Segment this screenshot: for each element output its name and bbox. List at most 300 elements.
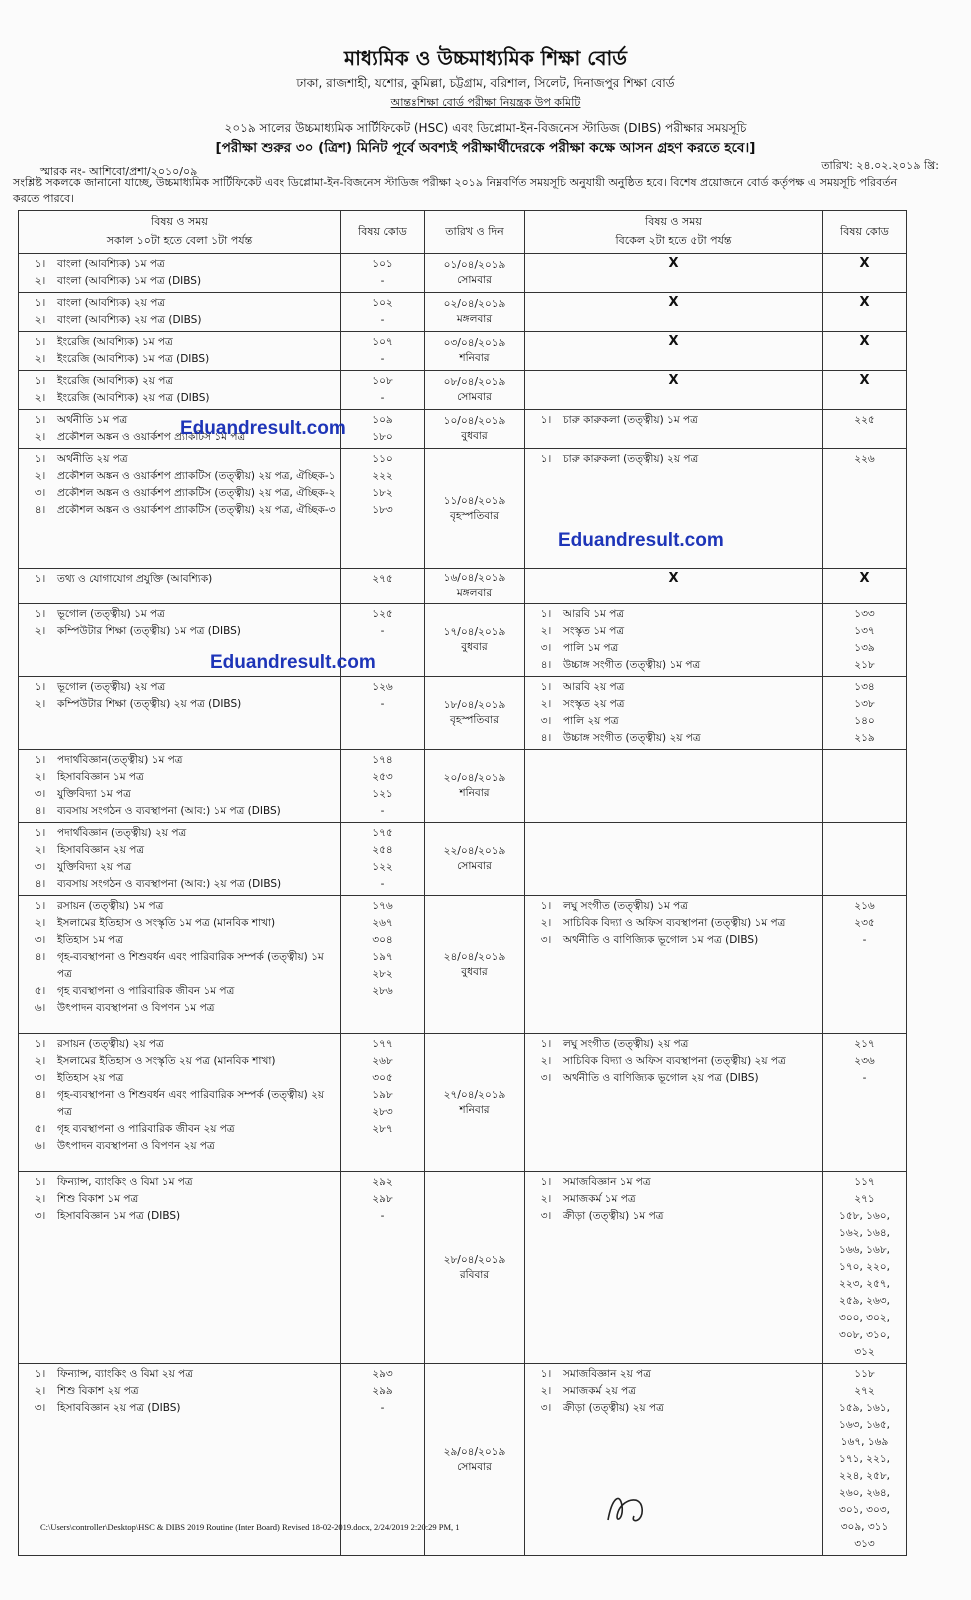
morning-subjects [19, 1034, 341, 1172]
table-row [19, 823, 907, 896]
morning-codes [341, 254, 425, 293]
exam-date [425, 410, 525, 449]
subject-item [529, 657, 818, 674]
subject-code: ২৬০, ২৬৪, [839, 1487, 890, 1499]
subject-code: ১৫৯, ১৬১, [839, 1402, 890, 1414]
serial-number: ৪। [34, 1089, 46, 1101]
subject-code: ১৮২ [372, 487, 393, 499]
serial-number: ১। [34, 414, 46, 426]
serial-number: ৩। [540, 1402, 552, 1414]
subject-code: ২১৭ [854, 1038, 875, 1050]
date-header: তারিখ ও দিন [425, 211, 525, 254]
morning-subjects [19, 254, 341, 293]
serial-number: ৪। [34, 878, 46, 890]
subject-code: - [380, 392, 385, 404]
serial-number: ২। [34, 698, 46, 710]
afternoon-subjects [525, 293, 823, 332]
afternoon-codes [823, 371, 907, 410]
subject-item [23, 825, 336, 842]
table-row [19, 254, 907, 293]
afternoon-subjects [525, 896, 823, 1034]
subject-code: ২৯৩ [372, 1368, 393, 1380]
subject-code: ২৫৯, ২৬৩, [839, 1295, 890, 1307]
subject-code: ৩০৫ [372, 1072, 393, 1084]
subject-code: ১৩৯ [854, 642, 875, 654]
subject-code: ৩০৪ [372, 934, 393, 946]
morning-codes [341, 449, 425, 569]
serial-number: ১। [540, 414, 552, 426]
subject-name: সমাজবিজ্ঞান ১ম পত্র [563, 1176, 651, 1188]
subject-item [529, 640, 818, 657]
subject-code: ১৭৬ [372, 900, 393, 912]
subject-item [529, 1174, 818, 1191]
subject-item [23, 606, 336, 623]
subject-item [23, 468, 336, 485]
morning-subjects [19, 293, 341, 332]
subject-name: উৎপাদন ব্যবস্থাপনা ও বিপণন ১ম পত্র [57, 1002, 215, 1014]
afternoon-subjects [525, 750, 823, 823]
no-exam-mark: X [668, 256, 679, 271]
table-row [19, 293, 907, 332]
subject-code: ২৮৭ [372, 1123, 393, 1135]
subject-code: - [380, 1402, 385, 1414]
subject-name: ফিন্যান্স, ব্যাংকিং ও বিমা ২য় পত্র [57, 1368, 193, 1380]
subject-code: ২৬৮ [372, 1055, 393, 1067]
subject-name: ইসলামের ইতিহাস ও সংস্কৃতি ১ম পত্র (মানবিক শাখা) [57, 917, 276, 929]
serial-number: ১। [540, 1368, 552, 1380]
day-text: শনিবার [459, 787, 490, 799]
subject-name: গৃহ ব্যবস্থাপনা ও পারিবারিক জীবন ২য় পত্র [57, 1123, 235, 1135]
serial-number: ২। [34, 771, 46, 783]
subject-item [23, 312, 336, 329]
date-text: ১১/০৪/২০১৯ [443, 494, 506, 507]
subject-name: হিসাববিজ্ঞান ১ম পত্র [57, 771, 144, 783]
subject-code: - [380, 805, 385, 817]
subject-item [529, 1400, 818, 1417]
serial-number: ৬। [34, 1140, 46, 1152]
day-text: সোমবার [457, 1460, 492, 1473]
subject-code: ২৭১ [854, 1193, 875, 1205]
subject-name: হিসাববিজ্ঞান ২য় পত্র [57, 844, 145, 856]
subject-code: ২৯৯ [372, 1385, 393, 1397]
subject-code: ২৮২ [372, 968, 393, 980]
subject-code: - [380, 314, 385, 326]
subject-item [23, 1383, 336, 1400]
subject-code: ২৭৫ [372, 573, 393, 585]
subject-name: ফিন্যান্স, ব্যাংকিং ও বিমা ১ম পত্র [57, 1176, 193, 1188]
subject-item [529, 451, 818, 468]
subject-name: ইংরেজি (আবশ্যিক) ১ম পত্র (DIBS) [57, 353, 210, 365]
subject-item [23, 373, 336, 390]
subject-item [23, 390, 336, 407]
subject-item [23, 679, 336, 696]
subject-name: ব্যবসায় সংগঠন ও ব্যবস্থাপনা (আব:) ২য় পত্র (DIBS) [57, 878, 282, 890]
serial-number: ১। [34, 1368, 46, 1380]
subject-code: ২৯২ [372, 1176, 393, 1188]
subject-item [529, 1036, 818, 1053]
serial-number: ২। [34, 1385, 46, 1397]
serial-number: ৩। [34, 487, 46, 499]
subject-code: ৩১৩ [854, 1538, 875, 1550]
exam-date [425, 1172, 525, 1364]
subject-code: ২২৪, ২৫৮, [839, 1470, 890, 1482]
exam-date [425, 1034, 525, 1172]
subject-code: - [862, 934, 867, 946]
subject-name: প্রকৌশল অঙ্কন ও ওয়ার্কশপ প্র্যাকটিস (তত্ত্বীয়) ২য় পত্র, ঐচ্ছিক-১ [57, 470, 336, 482]
date-text: ০৮/০৪/২০১৯ [443, 376, 506, 388]
serial-number: ২। [34, 314, 46, 326]
subject-code: ২২৩, ২৫৭, [839, 1278, 890, 1290]
subject-item [23, 502, 336, 519]
subject-item [23, 485, 336, 502]
morning-codes [341, 569, 425, 604]
afternoon-codes [823, 449, 907, 569]
subject-item [23, 1121, 336, 1138]
date-text: ২২/০৪/২০১৯ [443, 845, 506, 857]
subject-code: ১৫৮, ১৬০, [839, 1210, 890, 1222]
serial-number: ৩। [34, 1402, 46, 1414]
subject-item [23, 1191, 336, 1208]
afternoon-codes [823, 1364, 907, 1556]
subject-code: ১৭৪ [372, 754, 393, 766]
afternoon-codes [823, 332, 907, 371]
subject-code: ১২২ [372, 861, 393, 873]
subject-code: ১৬৬, ১৬৮, [839, 1244, 890, 1256]
subject-name: ইসলামের ইতিহাস ও সংস্কৃতি ২য় পত্র (মানবিক শাখা) [57, 1055, 276, 1067]
subject-item [529, 606, 818, 623]
subject-name: পালি ১ম পত্র [563, 642, 619, 654]
afternoon-subjects [525, 410, 823, 449]
no-exam-mark: X [668, 334, 679, 349]
table-row [19, 371, 907, 410]
committee-name: আন্তঃশিক্ষা বোর্ড পরীক্ষা নিয়ন্ত্রক উপ কমিটি [390, 96, 581, 109]
morning-codes [341, 293, 425, 332]
subject-name: ক্রীড়া (তত্ত্বীয়) ১ম পত্র [563, 1210, 664, 1222]
serial-number: ১। [34, 573, 46, 585]
serial-number: ১। [34, 900, 46, 912]
afternoon-subjects [525, 677, 823, 750]
subject-code: ৩০১, ৩০৩, [839, 1504, 890, 1516]
subject-name: পদার্থবিজ্ঞান(তত্ত্বীয়) ১ম পত্র [57, 754, 183, 766]
serial-number: ১। [540, 900, 552, 912]
subject-name: প্রকৌশল অঙ্কন ও ওয়ার্কশপ প্র্যাকটিস (তত্ত্বীয়) ২য় পত্র, ঐচ্ছিক-২ [57, 487, 336, 499]
serial-number: ২। [540, 917, 552, 929]
serial-number: ২। [540, 1385, 552, 1397]
morning-subjects [19, 896, 341, 1034]
subject-code: - [380, 625, 385, 637]
table-row [19, 449, 907, 569]
issue-date: তারিখ: ২৪.০২.২০১৯ খ্রি: [821, 159, 939, 172]
code-header: বিষয় কোড [341, 211, 425, 254]
subject-name: অর্থনীতি ও বাণিজ্যিক ভূগোল ১ম পত্র (DIBS) [563, 934, 759, 946]
subject-code: - [380, 353, 385, 365]
serial-number: ৫। [34, 985, 46, 997]
afternoon-codes [823, 1172, 907, 1364]
subject-code: ২২৬ [854, 453, 875, 465]
serial-number: ২। [34, 917, 46, 929]
day-text: বৃহস্পতিবার [450, 714, 499, 726]
subject-item [23, 842, 336, 859]
table-body [19, 254, 907, 1556]
subject-name: যুক্তিবিদ্যা ২য় পত্র [57, 861, 132, 873]
afternoon-subjects [525, 371, 823, 410]
subject-code: ১৩৮ [854, 698, 875, 710]
subject-code: ১৩৩ [854, 608, 875, 620]
subject-code: ২৯৮ [372, 1193, 393, 1205]
afternoon-subjects [525, 569, 823, 604]
no-exam-mark: X [668, 295, 679, 310]
serial-number: ২। [34, 1193, 46, 1205]
serial-number: ১। [540, 1038, 552, 1050]
subject-code: ২৫৪ [372, 844, 393, 856]
subject-code: ২৩৬ [854, 1055, 875, 1067]
subject-code: ২৮৩ [372, 1106, 393, 1118]
subject-item [23, 983, 336, 1000]
serial-number: ২। [34, 353, 46, 365]
subject-name: সাচিবিক বিদ্যা ও অফিস ব্যবস্থাপনা (তত্ত্বীয়) ১ম পত্র [563, 917, 786, 929]
subject-name: ক্রীড়া (তত্ত্বীয়) ২য় পত্র [563, 1402, 664, 1414]
serial-number: ৩। [540, 1210, 552, 1222]
morning-codes [341, 410, 425, 449]
serial-number: ৩। [540, 1072, 552, 1084]
subject-code: ১২৫ [372, 608, 393, 620]
subject-code: ১৮৩ [372, 504, 393, 516]
subject-code: ১১০ [372, 453, 393, 465]
exam-date [425, 332, 525, 371]
subject-code: ১৭১, ২২১, [839, 1453, 890, 1465]
serial-number: ১। [34, 754, 46, 766]
subject-item [23, 351, 336, 368]
morning-codes [341, 750, 425, 823]
subject-item [529, 1383, 818, 1400]
day-text: শনিবার [459, 1103, 490, 1116]
serial-number: ২। [34, 431, 46, 443]
serial-number: ৩। [34, 788, 46, 800]
afternoon-codes [823, 750, 907, 823]
subject-item [529, 412, 818, 429]
subject-name: চারু কারুকলা (তত্ত্বীয়) ১ম পত্র [563, 414, 698, 426]
subject-item [23, 571, 336, 588]
subject-name: সমাজকর্ম ২য় পত্র [563, 1385, 636, 1397]
subject-name: বাংলা (আবশ্যিক) ১ম পত্র (DIBS) [57, 275, 202, 287]
subject-name: সাচিবিক বিদ্যা ও অফিস ব্যবস্থাপনা (তত্ত্বীয়) ২য় পত্র [563, 1055, 786, 1067]
exam-date [425, 569, 525, 604]
subject-name: উচ্চাঙ্গ সংগীত (তত্ত্বীয়) ২য় পত্র [563, 732, 701, 744]
date-text: ০৩/০৪/২০১৯ [443, 337, 506, 349]
serial-number: ৪। [540, 659, 552, 671]
subject-code: ১৯৮ [372, 1089, 393, 1101]
subject-name: বাংলা (আবশ্যিক) ২য় পত্র [57, 297, 166, 309]
morning-subjects [19, 332, 341, 371]
subject-name: রসায়ন (তত্ত্বীয়) ১ম পত্র [57, 900, 164, 912]
subject-item [529, 932, 818, 949]
morning-subjects [19, 823, 341, 896]
afternoon-subjects [525, 254, 823, 293]
subject-name: কম্পিউটার শিক্ষা (তত্ত্বীয়) ১ম পত্র (DIBS) [57, 625, 241, 637]
subject-name: ব্যবসায় সংগঠন ও ব্যবস্থাপনা (আব:) ১ম পত্র (DIBS) [57, 805, 281, 817]
afternoon-codes [823, 1034, 907, 1172]
day-text: শনিবার [459, 352, 490, 364]
date-text: ২৮/০৪/২০১৯ [443, 1253, 506, 1266]
afternoon-codes [823, 293, 907, 332]
subject-item [23, 256, 336, 273]
morning-codes [341, 332, 425, 371]
date-text: ১৭/০৪/২০১৯ [443, 626, 506, 638]
date-text: ০১/০৪/২০১৯ [443, 259, 506, 271]
afternoon-codes [823, 677, 907, 750]
exam-date [425, 371, 525, 410]
subject-code: ১০৭ [372, 336, 393, 348]
subject-item [23, 898, 336, 915]
subject-name: ইংরেজি (আবশ্যিক) ২য় পত্র [57, 375, 174, 387]
subject-name: পদার্থবিজ্ঞান (তত্ত্বীয়) ২য় পত্র [57, 827, 187, 839]
subject-item [529, 623, 818, 640]
serial-number: ৪। [34, 951, 46, 963]
day-text: সোমবার [457, 274, 492, 286]
subject-item [23, 769, 336, 786]
subject-item [23, 1000, 336, 1017]
afternoon-subjects [525, 1172, 823, 1364]
subject-name: অর্থনীতি ২য় পত্র [57, 453, 128, 465]
exam-date [425, 254, 525, 293]
exam-date [425, 823, 525, 896]
subject-code: ২৫৩ [372, 771, 393, 783]
table-row [19, 1172, 907, 1364]
no-exam-mark: X [859, 256, 870, 271]
subject-item [529, 713, 818, 730]
subject-code: ১৩৪ [854, 681, 875, 693]
subject-code: ১৭০, ২২০, [839, 1261, 890, 1273]
subject-item [23, 1174, 336, 1191]
serial-number: ১। [540, 608, 552, 620]
subject-name: ইতিহাস ১ম পত্র [57, 934, 124, 946]
morning-subjects [19, 677, 341, 750]
date-text: ২৯/০৪/২০১৯ [443, 1445, 506, 1458]
morning-codes [341, 1172, 425, 1364]
subject-name: তথ্য ও যোগাযোগ প্রযুক্তি (আবশ্যিক) [57, 573, 213, 585]
subject-item [23, 859, 336, 876]
memo-number: স্মারক নং- আশিবো/প্রশা/২০১০/০৯ [40, 165, 198, 178]
subject-code: ২২২ [372, 470, 393, 482]
schedule-title: ২০১৯ সালের উচ্চমাধ্যমিক সার্টিফিকেট (HSC) এবং ডিপ্লোমা-ইন-বিজনেস স্টাডিজ (DIBS) পরীক্ষার সময়সূচি [224, 121, 747, 135]
subject-name: অর্থনীতি ও বাণিজ্যিক ভূগোল ২য় পত্র (DIBS) [563, 1072, 759, 1084]
board-list: ঢাকা, রাজশাহী, যশোর, কুমিল্লা, চট্টগ্রাম, বরিশাল, সিলেট, দিনাজপুর শিক্ষা বোর্ড [296, 76, 675, 90]
exam-instruction: [পরীক্ষা শুরুর ৩০ (ত্রিশ) মিনিট পূর্বে অবশ্যই পরীক্ষার্থীদেরকে পরীক্ষা কক্ষে আসন গ্রহণ করতে হবে।] [215, 140, 756, 156]
subject-item [23, 1400, 336, 1417]
subject-code: ২৩৫ [854, 917, 875, 929]
afternoon-codes [823, 254, 907, 293]
subject-name: প্রকৌশল অঙ্কন ও ওয়ার্কশপ প্র্যাকটিস ১ম পত্র [57, 431, 246, 443]
morning-codes [341, 1034, 425, 1172]
subject-item [529, 679, 818, 696]
subject-name: বাংলা (আবশ্যিক) ২য় পত্র (DIBS) [57, 314, 202, 326]
serial-number: ১। [34, 375, 46, 387]
afternoon-codes [823, 569, 907, 604]
no-exam-mark: X [668, 571, 679, 586]
subject-item [23, 915, 336, 932]
subject-code: - [380, 878, 385, 890]
subject-code: ২৭২ [854, 1385, 875, 1397]
afternoon-subjects [525, 823, 823, 896]
subject-item [529, 1053, 818, 1070]
subject-code: ২১৯ [854, 732, 875, 744]
subject-item [23, 696, 336, 713]
day-text: সোমবার [457, 391, 492, 403]
subject-name: গৃহ-ব্যবস্থাপনা ও শিশুবর্ধন এবং পারিবারিক সম্পর্ক (তত্ত্বীয়) ১ম পত্র [57, 951, 324, 980]
subject-name: প্রকৌশল অঙ্কন ও ওয়ার্কশপ প্র্যাকটিস (তত্ত্বীয়) ২য় পত্র, ঐচ্ছিক-৩ [57, 504, 336, 516]
date-text: ১০/০৪/২০১৯ [443, 415, 506, 427]
subject-name: সমাজবিজ্ঞান ২য় পত্র [563, 1368, 651, 1380]
serial-number: ২। [34, 275, 46, 287]
serial-number: ২। [540, 625, 552, 637]
serial-number: ৪। [34, 805, 46, 817]
subject-item [23, 752, 336, 769]
serial-number: ৬। [34, 1002, 46, 1014]
morning-codes [341, 371, 425, 410]
subject-item [23, 273, 336, 290]
serial-number: ৫। [34, 1123, 46, 1135]
subject-code: ১১৭ [854, 1176, 875, 1188]
morning-header: বিষয় ও সময় সকাল ১০টা হতে বেলা ১টা পর্যন্ত [19, 211, 341, 254]
subject-item [23, 1087, 336, 1121]
subject-code: - [862, 1072, 867, 1084]
subject-item [529, 1366, 818, 1383]
serial-number: ১। [540, 453, 552, 465]
subject-code: ২১৬ [854, 900, 875, 912]
subject-name: শিশু বিকাশ ২য় পত্র [57, 1385, 139, 1397]
table-row [19, 569, 907, 604]
table-row [19, 1034, 907, 1172]
subject-code: ২৬৭ [372, 917, 393, 929]
subject-code: ১৬৭, ১৬৯ [840, 1436, 889, 1448]
serial-number: ২। [34, 470, 46, 482]
serial-number: ১। [34, 336, 46, 348]
exam-date [425, 293, 525, 332]
date-text: ১৮/০৪/২০১৯ [443, 699, 506, 711]
subject-name: ভূগোল (তত্ত্বীয়) ১ম পত্র [57, 608, 165, 620]
subject-name: হিসাববিজ্ঞান ২য় পত্র (DIBS) [57, 1402, 181, 1414]
afternoon-codes [823, 896, 907, 1034]
subject-name: গৃহ-ব্যবস্থাপনা ও শিশুবর্ধন এবং পারিবারিক সম্পর্ক (তত্ত্বীয়) ২য় পত্র [57, 1089, 325, 1118]
table-row [19, 604, 907, 677]
afternoon-codes [823, 410, 907, 449]
subject-code: ১৩৭ [854, 625, 875, 637]
date-text: ১৬/০৪/২০১৯ [443, 572, 506, 584]
no-exam-mark: X [859, 295, 870, 310]
serial-number: ২। [540, 698, 552, 710]
subject-code: ১২১ [372, 788, 393, 800]
subject-code: ১০৮ [372, 375, 393, 387]
serial-number: ১। [540, 1176, 552, 1188]
day-text: বুধবার [461, 965, 488, 978]
afternoon-codes [823, 823, 907, 896]
notice-text: সংশ্লিষ্ট সকলকে জানানো যাচ্ছে, উচ্চমাধ্যমিক সার্টিফিকেট এবং ডিপ্লোমা-ইন-বিজনেস স্টাডিজ পরীক্ষা ২০১৯ নিম্নবর্ণিত সময়সূচি অনুযায়ী অনুষ্ঠিত হবে। বিশেষ প্রয়োজনে বোর্ড কর্তৃপক্ষ এ সময়সূচি পরিবর্তন করতে পারবে। [13, 176, 898, 205]
serial-number: ২। [34, 625, 46, 637]
serial-number: ২। [34, 844, 46, 856]
subject-code: ১৭৭ [372, 1038, 393, 1050]
day-text: সোমবার [457, 860, 492, 872]
subject-name: ইংরেজি (আবশ্যিক) ১ম পত্র [57, 336, 173, 348]
no-exam-mark: X [668, 373, 679, 388]
subject-item [529, 696, 818, 713]
subject-code: ২২৫ [854, 414, 875, 426]
board-title: মাধ্যমিক ও উচ্চমাধ্যমিক শিক্ষা বোর্ড [344, 46, 627, 70]
subject-item [23, 1208, 336, 1225]
subject-item [23, 876, 336, 893]
signature-icon [600, 1488, 660, 1528]
no-exam-mark: X [859, 571, 870, 586]
watermark: Eduandresult.com [210, 652, 376, 673]
